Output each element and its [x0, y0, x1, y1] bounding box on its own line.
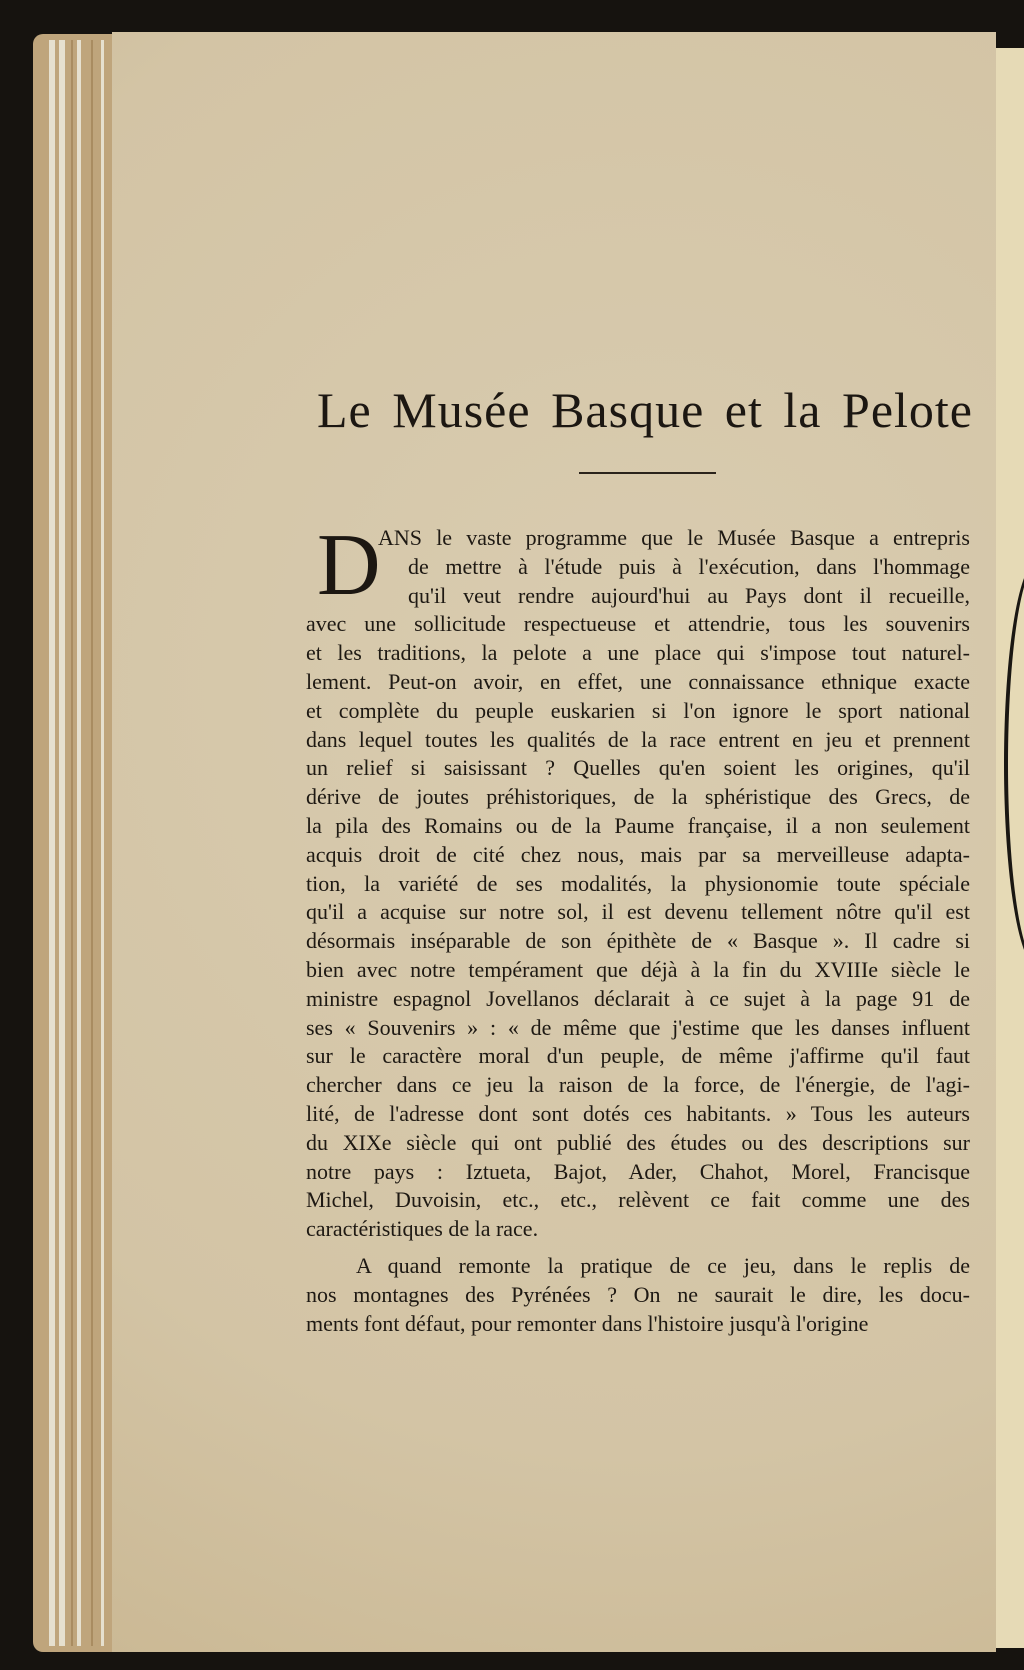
paragraph-2: [306, 1252, 970, 1338]
page-edge: [77, 40, 81, 1646]
text-line: désormais inséparable de son épithète de « Basque ». Il cadre si: [306, 928, 970, 954]
text-line: et les traditions, la pelote a une place qui s'impose tout naturel-: [306, 640, 970, 666]
text-line: qu'il a acquise sur notre sol, il est devenu tellement nôtre qu'il est: [306, 899, 970, 925]
text-line: lité, de l'adresse dont sont dotés ces habitants. » Tous les auteurs: [306, 1100, 970, 1126]
drop-cap: D: [317, 517, 381, 614]
text-line: ministre espagnol Jovellanos déclarait à ce sujet à la page 91 de: [306, 985, 970, 1011]
article-body: [306, 517, 970, 1338]
page-edges-stack: [33, 34, 119, 1652]
text-line: la pila des Romains ou de la Paume française, il a non seulement: [306, 812, 970, 838]
text-line: ses « Souvenirs » : « de même que j'estime que les danses influent: [306, 1014, 970, 1040]
text-line: un relief si saisissant ? Quelles qu'en soient les origines, qu'il: [306, 755, 970, 781]
page-edge: [59, 40, 65, 1646]
text-line: notre pays : Iztueta, Bajot, Ader, Chahot, Morel, Francisque: [306, 1158, 970, 1184]
text-line: caractéristiques de la race.: [306, 1216, 539, 1242]
paragraph-1: [306, 517, 970, 1244]
text-line: avec une sollicitude respectueuse et attendrie, tous les souvenirs: [306, 611, 970, 637]
page-edge: [71, 40, 73, 1646]
text-line: de mettre à l'étude puis à l'exécution, dans l'hommage: [408, 553, 970, 579]
title-rule: [579, 472, 716, 474]
page-edge: [91, 40, 93, 1646]
page-edge: [101, 40, 104, 1646]
text-line: dans lequel toutes les qualités de la race entrent en jeu et prennent: [306, 726, 970, 752]
text-line: dérive de joutes préhistoriques, de la sphéristique des Grecs, de: [306, 784, 970, 810]
text-line: Michel, Duvoisin, etc., etc., relèvent ce fait comme une des: [306, 1187, 970, 1213]
text-line: sur le caractère moral d'un peuple, de même j'affirme qu'il faut: [306, 1043, 970, 1069]
text-line: du XIXe siècle qui ont publié des études ou des descriptions sur: [306, 1129, 970, 1155]
text-line: tion, la variété de ses modalités, la physionomie toute spéciale: [306, 870, 970, 896]
text-line: ANS le vaste programme que le Musée Basque a entrepris: [378, 525, 970, 550]
text-line: qu'il veut rendre aujourd'hui au Pays dont il recueille,: [408, 582, 970, 608]
article-title: Le Musée Basque et la Pelote: [317, 382, 973, 438]
text-line: A quand remonte la pratique de ce jeu, dans le replis de: [356, 1252, 970, 1278]
text-line: lement. Peut-on avoir, en effet, une connaissance ethnique exacte: [306, 668, 970, 694]
text-line: nos montagnes des Pyrénées ? On ne saurait le dire, les docu-: [306, 1281, 970, 1307]
text-line: bien avec notre tempérament que déjà à la fin du XVIIIe siècle le: [306, 956, 970, 982]
text-line: ments font défaut, pour remonter dans l'histoire jusqu'à l'origine: [306, 1310, 869, 1336]
page-edge: [49, 40, 55, 1646]
text-line: acquis droit de cité chez nous, mais par sa merveilleuse adapta-: [306, 841, 970, 867]
text-line: et complète du peuple euskarien si l'on ignore le sport national: [306, 697, 970, 723]
text-line: chercher dans ce jeu la raison de la force, de l'énergie, de l'agi-: [306, 1072, 970, 1098]
